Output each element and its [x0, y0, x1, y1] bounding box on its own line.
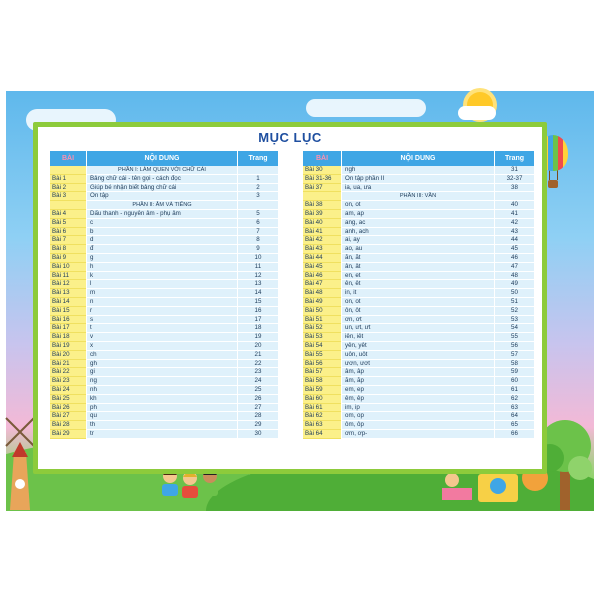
lesson-number: Bài 8	[50, 245, 86, 254]
table-row	[303, 272, 534, 281]
lesson-content: om, op	[341, 412, 495, 421]
page-number: 27	[238, 404, 278, 413]
lesson-number: Bài 63	[303, 421, 341, 430]
lesson-number: Bài 39	[303, 210, 341, 219]
page-number: 18	[238, 324, 278, 333]
lesson-content: n	[86, 298, 238, 307]
table-row	[50, 307, 278, 316]
header-trang: Trang	[248, 155, 268, 162]
lesson-number: Bài 7	[50, 236, 86, 245]
table-row	[303, 404, 534, 413]
page-number: 6	[238, 219, 278, 228]
section-title: PHẦN II: ÂM VÀ TIẾNG	[86, 201, 238, 210]
lesson-number: Bài 54	[303, 342, 341, 351]
page-number: 2	[238, 184, 278, 193]
page-number: 51	[495, 298, 534, 307]
lesson-content: x	[86, 342, 238, 351]
lesson-number: Bài 13	[50, 289, 86, 298]
balloon-rope	[549, 170, 550, 180]
lesson-number: Bài 16	[50, 316, 86, 325]
header-bai: BÀI	[315, 155, 329, 162]
page-number: 8	[238, 236, 278, 245]
lesson-content: ên, êt	[341, 280, 495, 289]
lesson-number: Bài 30	[303, 166, 341, 175]
page-number: 52	[495, 307, 534, 316]
lesson-number: Bài 5	[50, 219, 86, 228]
cloud	[306, 99, 426, 117]
lesson-number: Bài 25	[50, 395, 86, 404]
lesson-number: Bài 64	[303, 430, 341, 439]
lesson-content: l	[86, 280, 238, 289]
page-number: 43	[495, 228, 534, 237]
lesson-content: t	[86, 324, 238, 333]
page-number: 30	[238, 430, 278, 439]
lesson-content: b	[86, 228, 238, 237]
page-number: 57	[495, 351, 534, 360]
lesson-number: Bài 24	[50, 386, 86, 395]
lesson-number: Bài 20	[50, 351, 86, 360]
lesson-content: v	[86, 333, 238, 342]
table-row	[303, 280, 534, 289]
table-row	[50, 324, 278, 333]
page-number: 48	[495, 272, 534, 281]
section-row	[50, 166, 278, 175]
lesson-content: qu	[86, 412, 238, 421]
table-row	[50, 175, 278, 184]
table-row	[303, 175, 534, 184]
lesson-number: Bài 51	[303, 316, 341, 325]
lesson-content: ai, ay	[341, 236, 495, 245]
lesson-number: Bài 12	[50, 280, 86, 289]
table-row	[303, 219, 534, 228]
lesson-content: ph	[86, 404, 238, 413]
table-row	[50, 430, 278, 439]
table-row	[303, 412, 534, 421]
table-body	[50, 166, 278, 439]
table-row	[303, 254, 534, 263]
lesson-number: Bài 44	[303, 254, 341, 263]
page-number: 53	[495, 316, 534, 325]
lesson-number: Bài 61	[303, 404, 341, 413]
lesson-content: tr	[86, 430, 238, 439]
lesson-content: en, et	[341, 272, 495, 281]
table-row	[50, 404, 278, 413]
cloud	[458, 106, 496, 120]
table-row	[303, 360, 534, 369]
lesson-number: Bài 3	[50, 192, 86, 201]
lesson-number: Bài 40	[303, 219, 341, 228]
page-number: 50	[495, 289, 534, 298]
lesson-content: am, ap	[341, 210, 495, 219]
table-row	[50, 360, 278, 369]
lesson-number: Bài 26	[50, 404, 86, 413]
page-number: 42	[495, 219, 534, 228]
table-row	[303, 307, 534, 316]
lesson-content: Giúp bé nhận biết bảng chữ cái	[86, 184, 238, 193]
table-row	[303, 316, 534, 325]
page-number: 45	[495, 245, 534, 254]
lesson-number: Bài 57	[303, 368, 341, 377]
table-row	[50, 192, 278, 201]
page-number: 66	[495, 430, 534, 439]
lesson-content: đ	[86, 245, 238, 254]
page-number: 55	[495, 333, 534, 342]
lesson-number: Bài 62	[303, 412, 341, 421]
page-number: 5	[238, 210, 278, 219]
lesson-content: th	[86, 421, 238, 430]
page-number: 25	[238, 386, 278, 395]
lesson-content: on, ot	[341, 201, 495, 210]
page-number: 29	[238, 421, 278, 430]
table-row	[50, 289, 278, 298]
lesson-content: m	[86, 289, 238, 298]
table-row	[50, 351, 278, 360]
lesson-number: Bài 42	[303, 236, 341, 245]
table-row	[303, 298, 534, 307]
table-row	[303, 201, 534, 210]
lesson-content: ch	[86, 351, 238, 360]
lesson-number: Bài 17	[50, 324, 86, 333]
lesson-content: ăn, ăt	[341, 254, 495, 263]
table-row	[50, 245, 278, 254]
lesson-content: ôn, ôt	[341, 307, 495, 316]
page-number: 24	[238, 377, 278, 386]
lesson-number	[50, 201, 86, 210]
table-row	[303, 184, 534, 193]
table-row	[50, 254, 278, 263]
page-number: 17	[238, 316, 278, 325]
lesson-content: s	[86, 316, 238, 325]
page-number: 63	[495, 404, 534, 413]
table-row	[50, 377, 278, 386]
table-row	[50, 184, 278, 193]
page-number: 49	[495, 280, 534, 289]
toc-table-left	[50, 151, 278, 439]
section-row	[50, 201, 278, 210]
page-number: 60	[495, 377, 534, 386]
lesson-number: Bài 43	[303, 245, 341, 254]
table-row	[50, 280, 278, 289]
header-bai: BÀI	[61, 155, 75, 162]
page-number: 23	[238, 368, 278, 377]
lesson-content: ao, au	[341, 245, 495, 254]
lesson-content: ôm, ôp	[341, 421, 495, 430]
header-noi-dung: NỘI DUNG	[86, 151, 238, 166]
lesson-content: nh	[86, 386, 238, 395]
lesson-number: Bài 19	[50, 342, 86, 351]
table-row	[50, 263, 278, 272]
lesson-content: r	[86, 307, 238, 316]
table-row	[303, 351, 534, 360]
toc-table-right	[303, 151, 534, 439]
lesson-content: ngh	[341, 166, 495, 175]
table-header	[50, 151, 278, 166]
lesson-content: d	[86, 236, 238, 245]
page-number: 9	[238, 245, 278, 254]
lesson-number: Bài 46	[303, 272, 341, 281]
section-title: PHẦN III: VẦN	[341, 192, 495, 201]
lesson-content: ơn, ơt	[341, 316, 495, 325]
page-title: MỤC LỤC	[258, 130, 322, 145]
lesson-number: Bài 58	[303, 377, 341, 386]
table-row	[303, 386, 534, 395]
lesson-content: âm, âp	[341, 368, 495, 377]
table-row	[50, 228, 278, 237]
page-number: 21	[238, 351, 278, 360]
lesson-content: ang, ac	[341, 219, 495, 228]
page-number: 3	[238, 192, 278, 201]
lesson-content: Ôn tập	[86, 192, 238, 201]
page-number: 26	[238, 395, 278, 404]
lesson-content: ia, ua, ưa	[341, 184, 495, 193]
page-number: 61	[495, 386, 534, 395]
table-row	[303, 245, 534, 254]
section-row	[303, 192, 534, 201]
lesson-number: Bài 15	[50, 307, 86, 316]
lesson-content: ăm, ăp	[341, 377, 495, 386]
lesson-number: Bài 60	[303, 395, 341, 404]
table-row	[50, 368, 278, 377]
lesson-number: Bài 14	[50, 298, 86, 307]
lesson-number: Bài 22	[50, 368, 86, 377]
table-row	[303, 228, 534, 237]
table-row	[303, 333, 534, 342]
table-row	[50, 316, 278, 325]
page-number: 64	[495, 412, 534, 421]
table-row	[303, 395, 534, 404]
page-number: 20	[238, 342, 278, 351]
lesson-content: êm, êp	[341, 395, 495, 404]
page-number: 54	[495, 324, 534, 333]
lesson-number: Bài 52	[303, 324, 341, 333]
lesson-content: iên, iêt	[341, 333, 495, 342]
page-number: 19	[238, 333, 278, 342]
lesson-number: Bài 59	[303, 386, 341, 395]
table-row	[50, 386, 278, 395]
lesson-content: Dấu thanh - nguyên âm - phụ âm	[86, 210, 238, 219]
lesson-content: anh, ach	[341, 228, 495, 237]
page-number: 44	[495, 236, 534, 245]
table-row	[50, 298, 278, 307]
lesson-number: Bài 9	[50, 254, 86, 263]
table-row	[50, 412, 278, 421]
page-number: 15	[238, 298, 278, 307]
table-header	[303, 151, 534, 166]
table-row	[303, 421, 534, 430]
table-row	[303, 342, 534, 351]
page-number: 56	[495, 342, 534, 351]
page-number: 28	[238, 412, 278, 421]
table-row	[50, 236, 278, 245]
lesson-number: Bài 31-36	[303, 175, 341, 184]
balloon-basket	[548, 180, 558, 188]
lesson-number: Bài 55	[303, 351, 341, 360]
child-reading-icon	[438, 470, 522, 506]
page-number: 38	[495, 184, 534, 193]
lesson-number: Bài 56	[303, 360, 341, 369]
lesson-number: Bài 10	[50, 263, 86, 272]
lesson-content: ng	[86, 377, 238, 386]
table-row	[50, 342, 278, 351]
table-row	[303, 236, 534, 245]
page-number: 47	[495, 263, 534, 272]
lesson-number: Bài 37	[303, 184, 341, 193]
lesson-number: Bài 28	[50, 421, 86, 430]
lesson-number: Bài 6	[50, 228, 86, 237]
page-number: 65	[495, 421, 534, 430]
page-number: 46	[495, 254, 534, 263]
lesson-number: Bài 21	[50, 360, 86, 369]
lesson-content: in, it	[341, 289, 495, 298]
table-row	[303, 377, 534, 386]
page-number: 12	[238, 272, 278, 281]
lesson-number: Bài 29	[50, 430, 86, 439]
page-number	[495, 192, 534, 201]
lesson-number: Bài 4	[50, 210, 86, 219]
lesson-content: gh	[86, 360, 238, 369]
lesson-number: Bài 2	[50, 184, 86, 193]
lesson-content: kh	[86, 395, 238, 404]
page-number: 62	[495, 395, 534, 404]
lesson-number: Bài 38	[303, 201, 341, 210]
lesson-number: Bài 41	[303, 228, 341, 237]
page-number: 10	[238, 254, 278, 263]
page-number	[238, 201, 278, 210]
lesson-content: yên, yêt	[341, 342, 495, 351]
lesson-content: g	[86, 254, 238, 263]
table-row	[50, 272, 278, 281]
lesson-number	[303, 192, 341, 201]
header-trang: Trang	[504, 155, 525, 162]
lesson-content: un, ưt, ưt	[341, 324, 495, 333]
lesson-content: em, ep	[341, 386, 495, 395]
page-number: 7	[238, 228, 278, 237]
page-number: 31	[495, 166, 534, 175]
lesson-content: c	[86, 219, 238, 228]
lesson-content: gi	[86, 368, 238, 377]
lesson-content: Bảng chữ cái - tên gọi - cách đọc	[86, 175, 238, 184]
lesson-number	[50, 166, 86, 175]
lesson-content: uôn, uôt	[341, 351, 495, 360]
lesson-number: Bài 49	[303, 298, 341, 307]
lesson-content: Ôn tập phần II	[341, 175, 495, 184]
page-number: 22	[238, 360, 278, 369]
lesson-content: ươn, ươt	[341, 360, 495, 369]
page-number: 11	[238, 263, 278, 272]
page-number: 1	[238, 175, 278, 184]
lesson-number: Bài 53	[303, 333, 341, 342]
lesson-content: ơm, ơp-	[341, 430, 495, 439]
page-number: 16	[238, 307, 278, 316]
page-number: 40	[495, 201, 534, 210]
lesson-number: Bài 1	[50, 175, 86, 184]
table-row	[303, 263, 534, 272]
table-row	[303, 289, 534, 298]
lesson-number: Bài 48	[303, 289, 341, 298]
lesson-number: Bài 27	[50, 412, 86, 421]
lesson-content: h	[86, 263, 238, 272]
page-number	[238, 166, 278, 175]
table-row	[303, 166, 534, 175]
toc-board	[33, 122, 547, 474]
lesson-number: Bài 11	[50, 272, 86, 281]
lesson-number: Bài 45	[303, 263, 341, 272]
section-title: PHẦN I: LÀM QUEN VỚI CHỮ CÁI	[86, 166, 238, 175]
lesson-number: Bài 50	[303, 307, 341, 316]
lesson-content: k	[86, 272, 238, 281]
page-number: 59	[495, 368, 534, 377]
page-number: 32-37	[495, 175, 534, 184]
lesson-content: on, ot	[341, 298, 495, 307]
lesson-number: Bài 23	[50, 377, 86, 386]
header-noi-dung: NỘI DUNG	[341, 151, 495, 166]
table-row	[303, 368, 534, 377]
table-body	[303, 166, 534, 439]
lesson-content: im, ip	[341, 404, 495, 413]
page-number: 58	[495, 360, 534, 369]
page-number: 13	[238, 280, 278, 289]
page-number: 14	[238, 289, 278, 298]
table-row	[50, 395, 278, 404]
table-row	[50, 333, 278, 342]
table-row	[50, 210, 278, 219]
balloon-rope	[557, 170, 558, 180]
table-row	[303, 210, 534, 219]
table-row	[50, 421, 278, 430]
table-row	[50, 219, 278, 228]
lesson-number: Bài 18	[50, 333, 86, 342]
lesson-number: Bài 47	[303, 280, 341, 289]
lesson-content: ân, ât	[341, 263, 495, 272]
page-number: 41	[495, 210, 534, 219]
table-row	[303, 324, 534, 333]
table-row	[303, 430, 534, 439]
